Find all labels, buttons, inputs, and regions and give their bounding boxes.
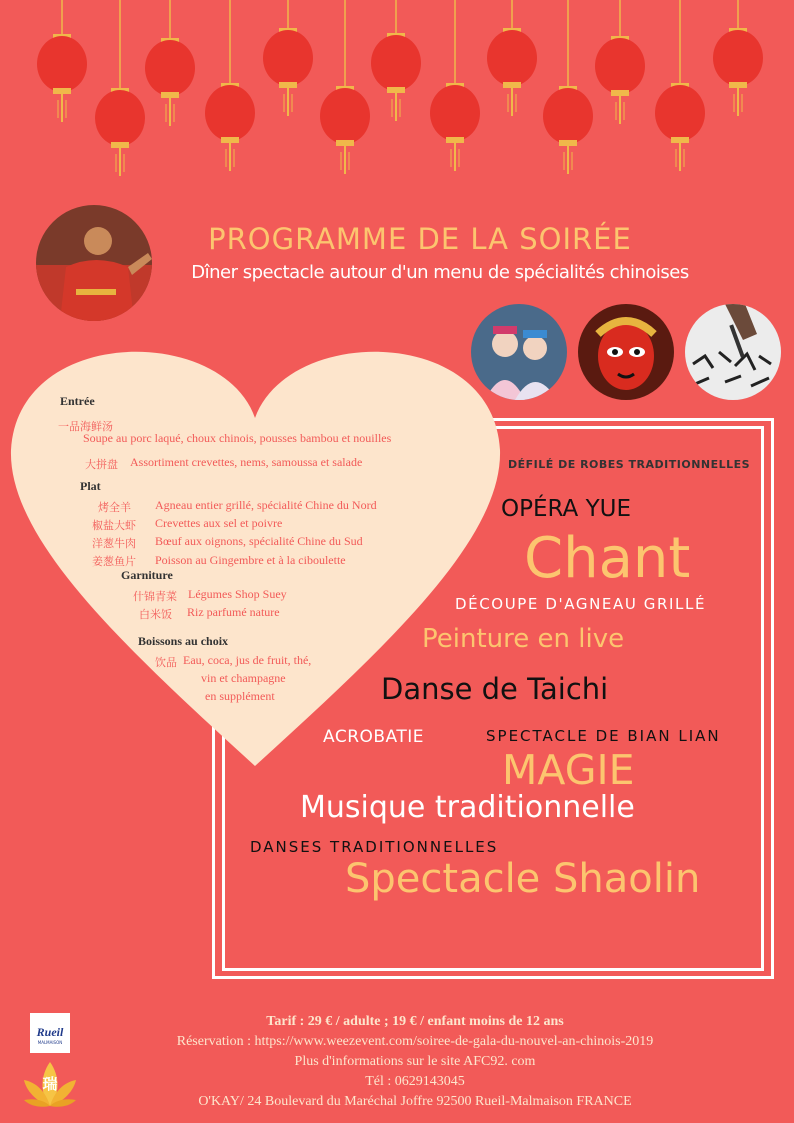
lantern-icon: [713, 0, 763, 116]
menu-heading-boissons: Boissons au choix: [138, 634, 229, 648]
menu-heading-entree: Entrée: [60, 394, 95, 408]
footer-address: O'KAY/ 24 Boulevard du Maréchal Joffre 92500 Rueil-Malmaison FRANCE: [198, 1094, 632, 1109]
menu-item-fr: Poisson au Gingembre et à la ciboulette: [155, 553, 346, 567]
menu-item-zh: 椒盐大虾: [92, 519, 136, 532]
shaolin-photo: [36, 205, 152, 321]
footer-info: Plus d'informations sur le site AFC92. com: [294, 1054, 536, 1069]
menu-item-fr: Soupe au porc laqué, choux chinois, pousses bambou et nouilles: [83, 431, 392, 445]
menu-item-fr: Assortiment crevettes, nems, samoussa et salade: [130, 455, 363, 469]
page-subtitle: Dîner spectacle autour d'un menu de spécialités chinoises: [191, 262, 689, 283]
menu-heading-garniture: Garniture: [121, 568, 173, 582]
menu-item-zh: 饮品: [155, 656, 177, 669]
menu-item-zh: 大拼盘: [85, 458, 118, 471]
program-chant: Chant: [524, 526, 691, 591]
menu-item-fr: Crevettes aux sel et poivre: [155, 516, 283, 530]
menu-item-fr: Riz parfumé nature: [187, 605, 280, 619]
lantern-icon: [145, 0, 195, 126]
menu-item-zh: 什锦青菜: [133, 590, 177, 603]
footer-phone: Tél : 0629143045: [365, 1074, 465, 1089]
program-opera: OPÉRA YUE: [501, 496, 632, 522]
menu-item-fr: vin et champagne: [201, 671, 286, 685]
rueil-logo-text: Rueil: [36, 1025, 64, 1039]
menu-item-fr: en supplément: [205, 689, 275, 703]
lotus-char: 瑞: [42, 1075, 58, 1093]
lantern-icon: [655, 0, 705, 171]
menu-item-zh: 白米饭: [139, 608, 172, 621]
program-peinture: Peinture en live: [422, 624, 625, 654]
lantern-icon: [487, 0, 537, 116]
menu-item-fr: Bœuf aux oignons, spécialité Chine du Sud: [155, 534, 363, 548]
calligraphy-photo: [685, 304, 781, 400]
program-musique: Musique traditionnelle: [300, 790, 635, 825]
lantern-icon: [320, 0, 370, 174]
rueil-logo-sub: MALMAISON: [37, 1040, 63, 1045]
page-title: PROGRAMME DE LA SOIRÉE: [208, 222, 632, 256]
program-defile: DÉFILÉ DE ROBES TRADITIONNELLES: [508, 458, 751, 471]
lantern-icon: [95, 0, 145, 176]
menu-item-fr: Agneau entier grillé, spécialité Chine du Nord: [155, 498, 377, 512]
lantern-icon: [371, 0, 421, 121]
menu-item-fr: Légumes Shop Suey: [188, 587, 287, 601]
menu-item-zh: 烤全羊: [98, 501, 131, 514]
rueil-logo: [30, 1013, 70, 1053]
lantern-icon: [543, 0, 593, 174]
program-shaolin: Spectacle Shaolin: [345, 856, 701, 902]
lantern-icon: [37, 0, 87, 122]
program-bianlian: SPECTACLE DE BIAN LIAN: [486, 727, 721, 745]
lantern-icon: [430, 0, 480, 171]
program-taichi: Danse de Taichi: [381, 672, 609, 706]
program-acrobatie: ACROBATIE: [323, 727, 425, 747]
menu-item-zh: 一品海鲜汤: [58, 420, 113, 433]
lantern-icon: [205, 0, 255, 171]
opera-mask-photo: [578, 304, 674, 400]
footer-reservation-link[interactable]: Réservation : https://www.weezevent.com/soiree-de-gala-du-nouvel-an-chinois-2019: [176, 1034, 654, 1049]
lantern-icon: [263, 0, 313, 116]
lantern-garland: [0, 0, 794, 200]
lantern-icon: [595, 0, 645, 124]
menu-item-fr: Eau, coca, jus de fruit, thé,: [183, 653, 312, 667]
footer-tarif: Tarif : 29 € / adulte ; 19 € / enfant moins de 12 ans: [266, 1014, 564, 1029]
program-decoupe: DÉCOUPE D'AGNEAU GRILLÉ: [455, 595, 707, 613]
menu-heading-plat: Plat: [80, 479, 101, 493]
program-magie: MAGIE: [502, 746, 635, 794]
program-danses: DANSES TRADITIONNELLES: [250, 838, 499, 856]
menu-item-zh: 洋葱牛肉: [92, 537, 136, 550]
menu-item-zh: 姜葱鱼片: [92, 555, 136, 568]
